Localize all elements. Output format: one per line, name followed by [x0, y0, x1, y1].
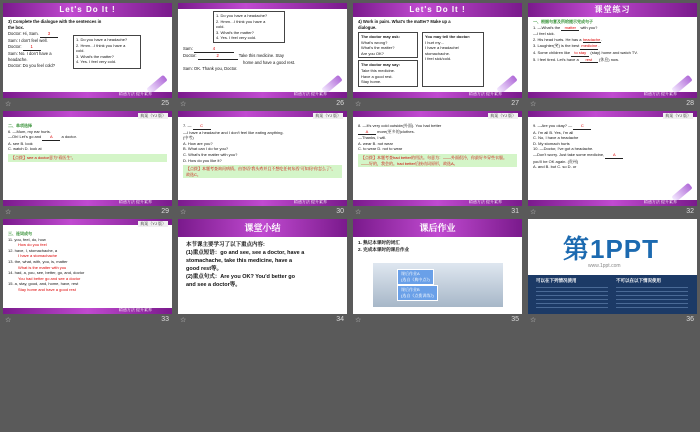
homework-a-button[interactable]: 课后作业A (选自《典中点》): [397, 269, 434, 285]
sentence-box: 1. Do you have a headache? 2. Hmm…I think you have a cold. 3. What's the matter? 4. Yes. I feel very cold.: [213, 11, 285, 43]
slide-thumbnail-27[interactable]: [350, 0, 525, 108]
slide-number: 31: [511, 208, 519, 215]
slide-canvas: 典案（YJ 版） 9. —Are you okay? — C A. I'm all B. Yes, I'm all C. No, I have a headache D. My stomach hurts 10. —Doctor, I've got a headache. —Don't worry. Just take some medicine, A you'll be OK again. (贵州) A. and B. but C. so D. or 精通方法 提升素养: [528, 111, 697, 206]
slide-number: 35: [511, 316, 519, 323]
star-icon: ☆: [5, 101, 12, 108]
slide-number: 26: [336, 100, 344, 107]
slide-thumbnail-25[interactable]: [0, 0, 175, 108]
edition-tag: 典案（YJ 版）: [140, 221, 166, 226]
slide-number: 30: [336, 208, 344, 215]
star-icon: ☆: [180, 209, 187, 216]
slide-thumbnail-36[interactable]: [525, 216, 700, 324]
slide-thumbnail-30[interactable]: [175, 108, 350, 216]
slide-canvas: 典案（YJ 版） 二、单项选择 6. —Mum, my ear hurts. —Oh! Let's go and A a doctor. A. see B. look C. watch D. look at 【点拨】see a doctor意为“看医生”。 精通方法 提升素养: [3, 111, 172, 206]
hint-note: 【点拨】本题考查had better的用法。句意为：——外面很冷，你最好多穿些衣服。——好的，我会的。had better后接动词原形，故选A。: [358, 154, 517, 167]
star-icon: ☆: [180, 101, 187, 108]
star-icon: ☆: [530, 209, 537, 216]
slide-canvas: 课堂练习 一、根据句意及所给提示完成句子 1. —What's the matter with you? —I feel sick. 2. His head hurts. He has a headache. 3. Laughter(笑) is the best medicine. 4. Some children like to stay (stay) home and watch TV. 5. I feel tired. Let's have a rest (休息) now. 精通方法 提升素养: [528, 3, 697, 98]
you-tell-box: You may tell the doctor: I hurt my… I have a headache/ stomachache. I feel sick/cold.: [422, 32, 484, 87]
hint-note: 【点拨】本题考查询问病情。由答语“我头疼并且不想吃任何东西”可知问“你怎么了”，故选C。: [183, 165, 342, 178]
slide-canvas: 典案（YJ 版） 7. — C —I have a headache and I don't feel like eating anything. (中考) A. How are you? B. What can I do for you? C. What's the matter with you? D. How do you like it? 【点拨】本题考查询问病情。由答语“我头疼并且不想吃任何东西”可知问“你怎么了”，故选C。 精通方法 提升素养: [178, 111, 347, 206]
edition-tag: 典案（YJ 版）: [665, 113, 691, 118]
slide-thumbnail-32[interactable]: [525, 108, 700, 216]
sentence-box: 1. Do you have a headache? 2. Hmm…I think you have a cold. 3. What's the matter? 4. Yes. I feel very cold.: [73, 35, 141, 69]
slide-number: 29: [161, 208, 169, 215]
slide-canvas: 典案（YJ 版） 8. —It's very cold outside(外面). You had better A more(更多的)clothes. —Thanks, I will. A. wear B. not wear C. to wear D. not to wear 【点拨】本题考查had better的用法。句意为：——外面很冷，你最好多穿些衣服。——好的，我会的。had better后接动词原形，故选A。 精通方法 提升素养: [353, 111, 522, 206]
star-icon: ☆: [180, 317, 187, 324]
logo-area: 第1PPT www.1ppt.com: [528, 219, 697, 275]
star-icon: ☆: [530, 317, 537, 324]
bridge-image: [373, 263, 503, 307]
slide-canvas: Let's Do It ! 4) Work in pairs. What's the matter? Make up a dialogue. The doctor may ask: What's wrong? What's the matter? Are you OK? The doctor may say: Take this medicine. Have a good rest. Stay home. You may tell the doctor: I hurt my… I have a headache/ stomachache. I feel sick/cold. 精通方法 提升素养: [353, 3, 522, 98]
slide-footer: 精通方法 提升素养: [3, 92, 172, 98]
slide-number: 25: [161, 100, 169, 107]
star-icon: ☆: [530, 101, 537, 108]
slide-number: 28: [686, 100, 694, 107]
slide-thumbnail-28[interactable]: [525, 0, 700, 108]
edition-tag: 典案（YJ 版）: [140, 113, 166, 118]
slide-thumbnail-35[interactable]: [350, 216, 525, 324]
edition-tag: 典案（YJ 版）: [490, 113, 516, 118]
slide-number: 33: [161, 316, 169, 323]
slide-body: 3) Complete the dialogue with the sentences in the box. Doctor: Hi, Sam. 3 Sam: I don't feel well. Doctor: 1 Sam: No. I don't have a headache. Doctor: Do you feel cold? 1. Do you have a headache? 2. Hmm…I think you have a cold. 3. What's the matter? 4. Yes. I feel very cold.: [3, 17, 172, 71]
doctor-say-box: The doctor may say: Take this medicine. Have a good rest. Stay home.: [358, 60, 418, 86]
slide-canvas: [528, 219, 697, 314]
hint-note: 【点拨】see a doctor意为“看医生”。: [8, 154, 167, 162]
star-icon: ☆: [355, 209, 362, 216]
slide-canvas: 典案（YJ 版） 三、连词成句 11. you, feel, do, how How do you feel 12. have, I, stomachache, a I have a stomachache 13. the, what, with, you, is, matter What is the matter with you 14. had, a, you, see, better, go, and, doctor You had better go and see a doctor 15. a, stay, good, and, home, have, rest Stay home and have a good rest 精通方法 提升素养: [3, 219, 172, 314]
slide-thumbnail-29[interactable]: [0, 108, 175, 216]
slide-thumbnail-33[interactable]: [0, 216, 175, 324]
slide-canvas: 课后作业 1. 熟记本课时的词汇 2. 完成本课时的课后作业 课后作业A (选自《典中点》) 课后作业B (选自《点拨训练》): [353, 219, 522, 314]
star-icon: ☆: [5, 317, 12, 324]
slide-number: 36: [686, 316, 694, 323]
slide-number: 32: [686, 208, 694, 215]
slide-thumbnail-26[interactable]: [175, 0, 350, 108]
homework-b-button[interactable]: 课后作业B (选自《点拨训练》): [397, 285, 438, 301]
license-info-bar: 可以在下列情况使用 不可以在以下情况使用: [528, 275, 697, 314]
slide-canvas: 1. Do you have a headache? 2. Hmm…I think you have a cold. 3. What's the matter? 4. Yes. I feel very cold. Sam: 4 Doctor: 2 Take this medicine. Stay home and have a good rest. Sam: OK. Thank you, Doctor. 精通方法 提升素养: [178, 3, 347, 98]
slide-thumbnail-31[interactable]: [350, 108, 525, 216]
slide-header: Let's Do It !: [3, 3, 172, 17]
star-icon: ☆: [5, 209, 12, 216]
slide-number: 34: [336, 316, 344, 323]
edition-tag: 典案（YJ 版）: [315, 113, 341, 118]
slide-number: 27: [511, 100, 519, 107]
star-icon: ☆: [355, 101, 362, 108]
star-icon: ☆: [355, 317, 362, 324]
slide-thumbnail-34[interactable]: [175, 216, 350, 324]
doctor-ask-box: The doctor may ask: What's wrong? What's the matter? Are you OK?: [358, 32, 418, 58]
ppt-logo: 第1PPT: [563, 234, 660, 264]
slide-canvas: [3, 3, 172, 98]
slide-canvas: 课堂小结 本节课主要学习了以下重点内容: (1)重点短语：go and see, see a doctor, have a stomachache, take this medicine, have a good rest等。 (2)重点句式：Are you OK? You'd better go and see a doctor等。: [178, 219, 347, 314]
